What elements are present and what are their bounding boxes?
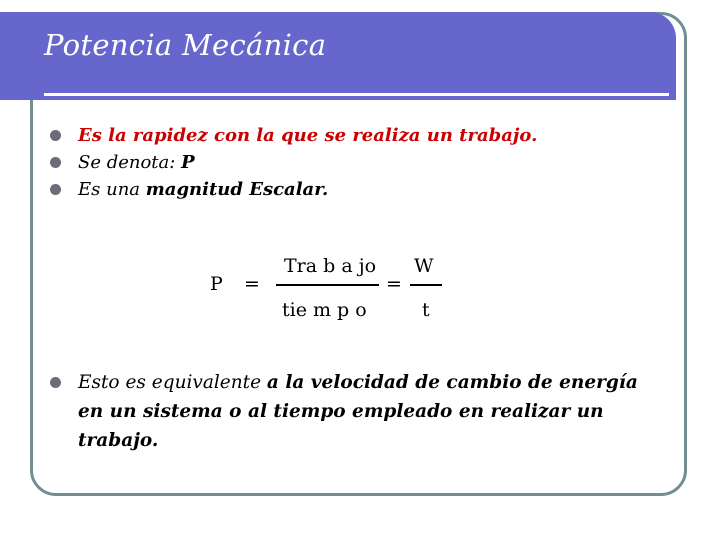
bullet-equivalence	[48, 368, 658, 455]
bullet-notation-symbol: P	[181, 152, 195, 173]
formula-equals-2: =	[386, 273, 402, 295]
formula-lhs: P	[210, 273, 223, 295]
bullet-scalar-emphasis: magnitud Escalar.	[145, 179, 329, 200]
bullet-equivalence-emphasis: a la velocidad de cambio de energía en un sistema o al tiempo empleado en realizar un trabajo.	[78, 372, 638, 451]
bullet-notation	[48, 149, 668, 176]
bullet-list-equivalence	[48, 368, 658, 455]
bullet-dot-icon	[50, 184, 61, 195]
formula-equals-1: =	[244, 273, 260, 295]
bullet-list	[48, 122, 668, 203]
bullet-definition-text: Es la rapidez con la que se realiza un trabajo.	[78, 125, 538, 146]
bullet-definition	[48, 122, 668, 149]
formula-numerator-w: W	[414, 255, 434, 277]
bullet-dot-icon	[50, 377, 61, 388]
bullet-dot-icon	[50, 130, 61, 141]
title-underline	[44, 93, 669, 96]
bullet-equivalence-prefix: Esto es equivalente	[78, 372, 267, 393]
slide-title: Potencia Mecánica	[44, 28, 327, 62]
formula-denominator-time: tie m p o	[282, 299, 367, 321]
bullet-dot-icon	[50, 157, 61, 168]
formula-denominator-t: t	[422, 299, 430, 321]
formula-numerator-work: Tra b a jo	[284, 255, 377, 277]
bullet-notation-prefix: Se denota:	[78, 152, 182, 173]
bullet-scalar	[48, 176, 668, 203]
bullet-scalar-prefix: Es una	[78, 179, 146, 200]
